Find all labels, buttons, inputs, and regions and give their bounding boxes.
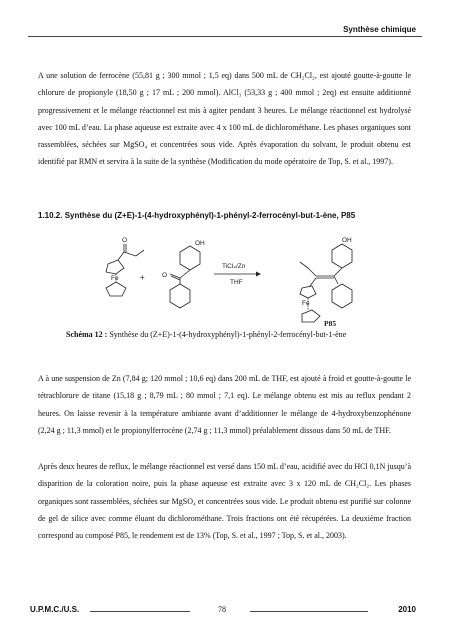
section-title: 1.10.2. Synthèse du (Z+E)-1-(4-hydroxyphényl)-1-phényl-2-ferrocényl-but-1-ène, P85 [38, 211, 356, 220]
header-rule [28, 36, 422, 37]
footer-institution: U.P.M.C./U.S. [30, 605, 80, 614]
reaction-scheme [80, 232, 380, 330]
scheme-plus: + [140, 273, 145, 282]
footer-rule-left [90, 611, 190, 612]
scheme-label-o1: O [122, 237, 128, 244]
propionylferrocene-structure [106, 244, 144, 296]
footer-rule-right [250, 611, 368, 612]
scheme-reagent: TiCl₄/Zn [222, 263, 246, 270]
footer-year: 2010 [398, 605, 416, 614]
scheme-label-fe2: Fe [302, 300, 310, 307]
page-header-title: Synthèse chimique [343, 25, 416, 34]
scheme-solvent: THF [230, 279, 243, 286]
scheme-label-oh2: OH [342, 237, 352, 244]
scheme-label-o2: O [162, 272, 168, 279]
page-number: 78 [218, 605, 226, 614]
hydroxybenzophenone-structure [170, 246, 200, 308]
p85-structure [300, 244, 352, 322]
scheme-product-label: P85 [324, 319, 337, 328]
paragraph-2: A à une suspension de Zn (7,84 g; 120 mmol ; 10,6 eq) dans 200 mL de THF, est ajouté à froid et goutte-à-goutte le tétrachlorure de titane (15,18 g ; 8,79 mL ; 80 mmol ; 7,1 eq). Le mélange obtenu est mis au reflux pendant 2 heures. On laisse revenir à la température ambiante avant d’additionner le mélange de 4-hydroxybenzophénone (2,24 g ; 11,3 mmol) et le propionylferrocène (2,74 g ; 11,3 mmol) préalablement dissous dans 50 mL de THF. [38, 374, 411, 435]
scheme-label-oh1: OH [195, 240, 205, 247]
paragraph-1: A une solution de ferrocène (55,81 g ; 300 mmol ; 1,5 eq) dans 500 mL de CH₂Cl₂, est ajouté goutte-à-goutte le chlorure de propionyle (18,50 g ; 17 mL ; 200 mmol). AlCl₃ (53,33 g ; 400 mmol ; 2eq) est ensuite additionné progressivement et le mélange réactionnel est mis à agiter pendant 3 heures. Le mélange réactionnel est hydrolysé avec 100 mL d’eau. La phase aqueuse est extraite avec 4 x 100 mL de dichlorométhane. Les phases organiques sont rassemblées, séchées sur MgSO₄ et concentrées sous vide. Après évaporation du solvant, le produit obtenu est identifié par RMN et servira à la suite de la synthèse (Modification du mode opératoire de Top, S. et al., 1997). [38, 71, 411, 167]
scheme-caption: Schéma 12 : Synthèse du (Z+E)-1-(4-hydroxyphényl)-1-phényl-2-ferrocényl-but-1-ène [66, 330, 347, 339]
paragraph-3: Après deux heures de reflux, le mélange réactionnel est versé dans 150 mL d’eau, acidifié avec du HCl 0,1N jusqu’à disparition de la coloration noire, puis la phase aqueuse est extraite avec 3 x 120 mL de CH₂Cl₂. Les phases organiques sont rassemblées, séchées sur MgSO₄ et concentrées sous vide. Le produit obtenu est purifié sur colonne de gel de silice avec comme éluant du dichlorométhane. Trois fractions ont été récupérées. La deuxième fraction correspond au composé P85, le rendement est de 13% (Top, S. et al., 1997 ; Top, S. et al., 2003). [38, 462, 411, 541]
reaction-arrow-head [256, 272, 261, 277]
scheme-label-fe1: Fe [111, 275, 119, 282]
